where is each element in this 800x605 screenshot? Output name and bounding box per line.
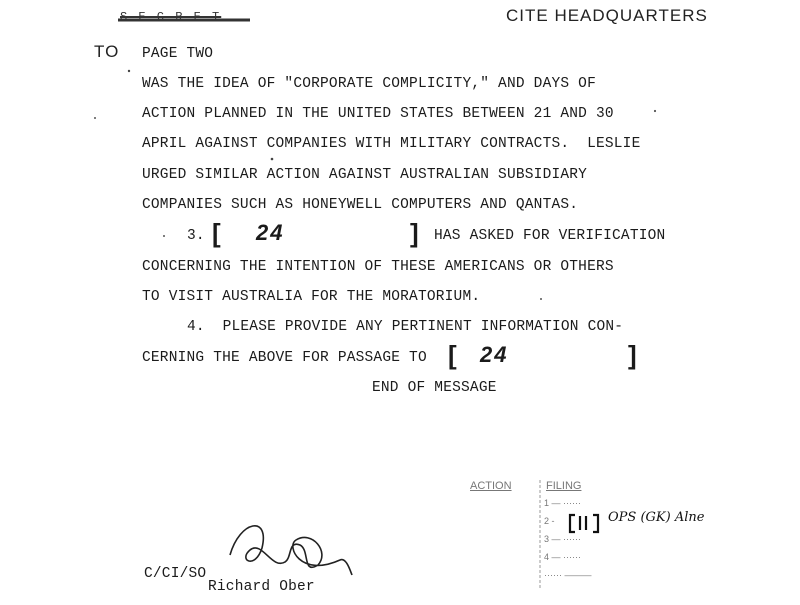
filing-line: 4 — ······ (544, 552, 581, 562)
body-line-1: WAS THE IDEA OF "CORPORATE COMPLICITY," AND DAYS OF (142, 76, 596, 92)
redaction-close-bracket: ] (628, 340, 637, 370)
page-number: PAGE TWO (142, 46, 214, 62)
redaction-close-bracket: ] (410, 218, 419, 248)
body-line-3: APRIL AGAINST COMPANIES WITH MILITARY CONTRACTS. LESLIE (142, 136, 641, 152)
para4-line-2: CERNING THE ABOVE FOR PASSAGE TO (142, 350, 427, 366)
classification-marking: S-E-C-R-E-T (120, 10, 222, 24)
body-line-5: COMPANIES SUCH AS HONEYWELL COMPUTERS AND QANTAS. (142, 197, 579, 213)
body-line-4: URGED SIMILAR ACTION AGAINST AUSTRALIAN SUBSIDIARY (142, 167, 588, 183)
end-of-message: END OF MESSAGE (372, 380, 497, 396)
action-label: ACTION (470, 480, 512, 492)
filing-handwritten-note: OPS (GK) Alne (608, 510, 705, 525)
para3-line-3: TO VISIT AUSTRALIA FOR THE MORATORIUM. (142, 289, 481, 305)
to-label: TO (94, 42, 120, 61)
filing-line: 1 — ······ (544, 498, 581, 508)
filing-label: FILING (546, 480, 582, 492)
office-code: C/CI/SO (144, 566, 207, 582)
filing-line: ······ ——— (544, 570, 592, 580)
para3-text: HAS ASKED FOR VERIFICATION (434, 228, 666, 244)
signature-scribble (230, 526, 352, 575)
filing-bracket-11 (570, 515, 598, 532)
filing-line: 2 - (544, 516, 555, 526)
body-line-2: ACTION PLANNED IN THE UNITED STATES BETWEEN 21 AND 30 (142, 106, 614, 122)
redaction-open-bracket: [ (448, 340, 457, 370)
para4-line-1: 4. PLEASE PROVIDE ANY PERTINENT INFORMATION CON- (187, 319, 624, 335)
para3-number: 3. (187, 228, 205, 244)
filing-line: 3 — ······ (544, 534, 581, 544)
redaction-code: 24 (256, 220, 285, 245)
redaction-code: 24 (480, 342, 509, 367)
cite-headquarters: CITE HEADQUARTERS (506, 6, 708, 25)
signer-name: Richard Ober (208, 579, 315, 595)
para3-line-2: CONCERNING THE INTENTION OF THESE AMERICANS OR OTHERS (142, 259, 614, 275)
redaction-open-bracket: [ (212, 218, 221, 248)
